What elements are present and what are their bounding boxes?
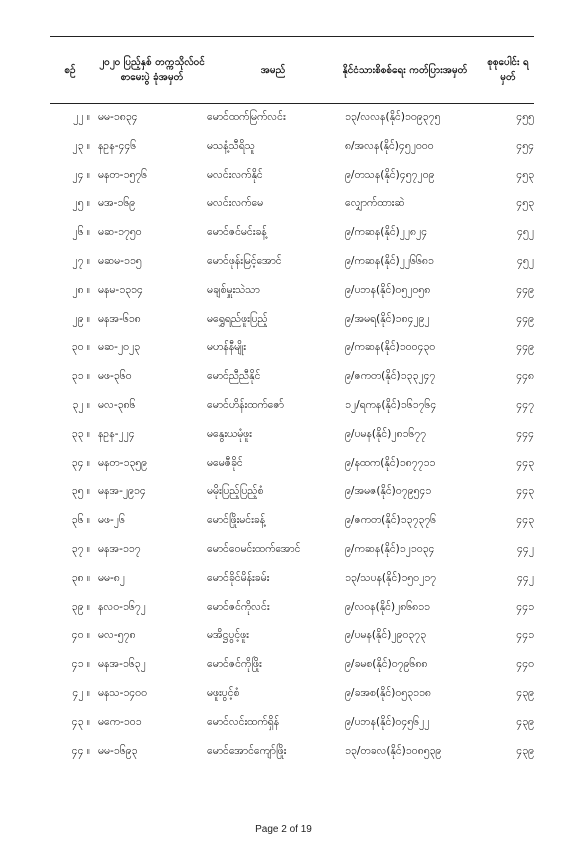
nrc-number: ၉/ကဆန(နိုင်)၂၂၈၂၄ [345, 226, 428, 239]
table-row [50, 507, 534, 536]
serial-number: ၃၅ ။ [71, 485, 90, 498]
student-name: မရွှေရည်ဖူးပြည့် [207, 312, 268, 325]
student-name: မောင်လင်းထက်ရှိန် [207, 715, 280, 728]
total-marks: ၄၄၂ [517, 542, 534, 555]
total-marks: ၄၅၃ [516, 168, 534, 181]
header-serial-number: စဉ် [64, 64, 76, 76]
serial-number: ၃၆ ။ [71, 514, 90, 527]
total-marks: ၄၄၈ [516, 370, 534, 383]
total-marks: ၄၄၉ [516, 283, 534, 296]
results-table [50, 36, 534, 766]
table-row [50, 190, 534, 219]
table-row [50, 565, 534, 594]
student-name: မောင်ဇင်ကိုဖြိုး [207, 658, 262, 671]
table-row [50, 219, 534, 248]
exam-seat-number: မမ-၁၆၉၃ [98, 744, 138, 757]
exam-seat-number: မနအ-၂၉၁၄ [98, 485, 146, 498]
exam-seat-number: မလ-၅၇၈ [98, 629, 136, 642]
student-name: မောင်ဟိန်းထက်ဇော် [207, 398, 284, 411]
student-name: မလင်းလက်မေ [207, 197, 264, 210]
header-nrc-number: နိုင်ငံသားစိစစ်ရေး ကတ်ပြားအမှတ် [342, 64, 468, 76]
nrc-number: ၉/တသန(နိုင်)၄၅၇၂၀၉ [345, 168, 435, 181]
nrc-number: ၉/ခအစ(နိုင်)၀၅၃၁၁၈ [345, 686, 431, 699]
serial-number: ၄၃ ။ [71, 715, 90, 728]
total-marks: ၄၄၄ [516, 427, 534, 440]
total-marks: ၄၄၇ [516, 398, 534, 411]
nrc-number: ၉/ပဘန(နိုင်)၀၅၂၀၅၈ [345, 283, 431, 296]
table-row [50, 334, 534, 363]
exam-seat-number: မနအ-၁၁၇ [98, 542, 141, 555]
total-marks: ၄၅၅ [516, 111, 534, 123]
serial-number: ၃၈ ။ [71, 571, 90, 584]
serial-number: ၃၁ ။ [71, 370, 90, 383]
table-row [50, 306, 534, 335]
nrc-number: ၉/အမဇ(နိုင်)၀၇၉၅၄၁ [345, 485, 432, 498]
table-row [50, 680, 534, 709]
exam-seat-number: မနသ-၁၄၀၀ [98, 686, 147, 699]
nrc-number: ၉/ကဆန(နိုင်)၁၀၀၄၃၀ [345, 341, 436, 354]
nrc-number: ၉/ဇကတ(နိုင်)၁၃၇၃၇၆ [345, 514, 437, 527]
nrc-number: ၉/ခမစ(နိုင်)၀၇၉၆၈၈ [345, 658, 428, 671]
serial-number: ၂၃ ။ [72, 139, 90, 152]
total-marks: ၄၃၉ [516, 715, 534, 728]
table-row [50, 133, 534, 162]
exam-seat-number: မနမ-၁၃၁၄ [98, 283, 143, 296]
table-row [50, 478, 534, 507]
nrc-number: ၈/အလန(နိုင်)၄၅၂၀၀၀ [345, 139, 434, 152]
serial-number: ၄၄ ။ [71, 744, 90, 757]
table-row [50, 421, 534, 450]
serial-number: ၃၉ ။ [71, 600, 90, 613]
exam-seat-number: မဆမ-၁၁၅ [98, 254, 142, 267]
total-marks: ၄၅၃ [516, 197, 534, 210]
student-name: မချစ်မှူးသဲသာ [207, 283, 260, 296]
nrc-number: ၉/ကဆန(နိုင်)၂၂၆၆၈၁ [345, 254, 434, 267]
student-name: မအိဋ္ဌပွင့်ဖူး [207, 629, 249, 642]
total-marks: ၄၅၄ [516, 139, 534, 152]
student-name: မောင်ဇင်မင်းခန့် [207, 226, 267, 239]
exam-seat-number: မဆ-၁၇၅၀ [98, 226, 142, 239]
table-row [50, 709, 534, 738]
exam-seat-number: မမ-၈၂ [98, 571, 125, 584]
serial-number: ၃၇ ။ [71, 542, 90, 555]
table-row [50, 622, 534, 651]
nrc-number: ၉/ပမန(နိုင်)၂၉၀၃၇၃ [345, 629, 426, 642]
nrc-number: ၁၃/လလန(နိုင်)၁၀၉၃၇၅ [345, 111, 441, 123]
student-name: မဟန်နီမျိုး [207, 341, 246, 354]
total-marks: ၄၄၉ [516, 341, 534, 354]
student-name: မနွေးယမုံဖူး [207, 427, 252, 440]
exam-seat-number: နဥန-၂၂၄ [98, 427, 135, 440]
total-marks: ၄၄၃ [516, 456, 534, 469]
nrc-number: ၁၂/ရကန(နိုင်)၁၆၁၇၆၄ [345, 398, 437, 411]
serial-number: ၃၄ ။ [71, 456, 90, 469]
header-total-marks: စုစုပေါင်း ရမှတ် [487, 57, 529, 83]
header-exam-seat-number: ၂၀၂၀ ပြည့်နှစ် တက္ကသိုလ်ဝင် စာမေးပွဲ ခုံအမှတ် [99, 57, 205, 83]
student-name: မသနံ့သီရိသူ [207, 139, 255, 152]
student-name: မောင်ဇင်ကိုလင်း [207, 600, 270, 613]
serial-number: ၂၂ ။ [73, 111, 90, 123]
table-row [50, 277, 534, 306]
nrc-number: ၉/ကဆန(နိုင်)၁၂၁၀၃၄ [345, 542, 435, 555]
table-row [50, 104, 534, 133]
exam-seat-number: မနအ-၁၆၃၂ [98, 658, 146, 671]
serial-number: ၂၈ ။ [72, 283, 90, 296]
table-header [50, 36, 534, 104]
exam-seat-number: မကေ-၁၀၁ [98, 715, 142, 728]
serial-number: ၂၆ ။ [72, 226, 90, 239]
student-name: မဖူးပွင့်စံ [207, 686, 240, 699]
nrc-number: ၁၃/တခလ(နိုင်)၁၀၈၅၃၉ [345, 744, 442, 757]
student-name: မောင်ထက်မြက်လင်း [207, 111, 286, 123]
serial-number: ၄၁ ။ [71, 658, 90, 671]
exam-seat-number: မမ-၁၈၃၄ [98, 111, 138, 123]
nrc-number: ၉/နထက(နိုင်)၁၈၇၇၁၁ [345, 456, 436, 469]
table-row [50, 450, 534, 479]
serial-number: ၃၀ ။ [71, 341, 90, 354]
student-name: မမိုးပြည့်ပြည့်စံ [207, 485, 264, 498]
exam-seat-number: မနတ-၁၃၅၉ [98, 456, 148, 469]
exam-seat-number: မဖ-၃၆၀ [98, 370, 132, 383]
total-marks: ၄၄၉ [516, 312, 534, 325]
serial-number: ၂၉ ။ [72, 312, 90, 325]
header-name: အမည် [260, 64, 286, 76]
table-row [50, 162, 534, 191]
nrc-number: ၉/လဝန(နိုင်)၂၈၆၈၁၁ [345, 600, 430, 613]
serial-number: ၄၀ ။ [71, 629, 90, 642]
table-row [50, 536, 534, 565]
total-marks: ၄၅၂ [517, 226, 534, 239]
student-name: မလင်းလက်နိုင် [207, 168, 263, 181]
total-marks: ၄၄၁ [516, 600, 534, 613]
exam-seat-number: မနတ-၁၅၇၆ [98, 168, 148, 181]
student-name: မောင်အောင်ကျော်ဖြိုး [207, 744, 287, 757]
serial-number: ၃၂ ။ [72, 398, 90, 411]
student-name: မောင်ညီညီနိုင် [207, 370, 261, 383]
table-row [50, 594, 534, 623]
total-marks: ၄၄၃ [516, 485, 534, 498]
total-marks: ၄၄၂ [517, 571, 534, 584]
table-body [50, 104, 534, 766]
exam-seat-number: မလ-၃၈၆ [98, 398, 136, 411]
table-row [50, 651, 534, 680]
student-name: မောင်ခိုင်မိန်းခမ်း [207, 571, 270, 584]
exam-seat-number: မဆ-၂၀၂၃ [98, 341, 141, 354]
nrc-number: ၉/ပဘန(နိုင်)၀၄၅၆၂၂ [345, 715, 430, 728]
exam-seat-number: မဖ-၂၆ [98, 514, 125, 527]
serial-number: ၂၅ ။ [72, 197, 90, 210]
nrc-number: ၉/ပမန(နိုင်)၂၈၁၆၇၇ [345, 427, 427, 440]
exam-seat-number: နလဝ-၁၆၇၂ [98, 600, 146, 613]
table-row [50, 392, 534, 421]
exam-seat-number: မနအ-၆၁၈ [98, 312, 141, 325]
exam-seat-number: မအ-၁၆၉ [98, 197, 136, 210]
table-row [50, 363, 534, 392]
exam-seat-number: နဥန-၄၄၆ [98, 139, 137, 152]
serial-number: ၂၇ ။ [72, 254, 90, 267]
total-marks: ၄၃၉ [516, 744, 534, 757]
nrc-number: ၁၃/သပန(နိုင်)၁၅၀၂၁၇ [345, 571, 437, 584]
nrc-number: ၉/အမရ(နိုင်)၁၈၄၂၉၂ [345, 312, 430, 325]
student-name: မောင်ဝေမင်းထက်အောင် [207, 542, 301, 555]
student-name: မောင်ဖုန်းမြင့်အောင် [207, 254, 282, 267]
serial-number: ၂၄ ။ [72, 168, 90, 181]
student-name: မောင်ဖြိုးမင်းခန့် [207, 514, 266, 527]
total-marks: ၄၅၂ [517, 254, 534, 267]
total-marks: ၄၃၉ [516, 686, 534, 699]
serial-number: ၄၂ ။ [72, 686, 90, 699]
student-name: မမေဇီခိုင် [207, 456, 243, 469]
total-marks: ၄၄၀ [516, 658, 534, 671]
total-marks: ၄၄၃ [516, 514, 534, 527]
nrc-number: လျှောက်ထားဆဲ [345, 197, 405, 210]
table-row [50, 248, 534, 277]
page-number: Page 2 of 19 [255, 824, 312, 835]
table-row [50, 738, 534, 767]
serial-number: ၃၃ ။ [71, 427, 90, 440]
nrc-number: ၉/ဇကတ(နိုင်)၁၃၃၂၄၇ [345, 370, 436, 383]
total-marks: ၄၄၁ [516, 629, 534, 642]
